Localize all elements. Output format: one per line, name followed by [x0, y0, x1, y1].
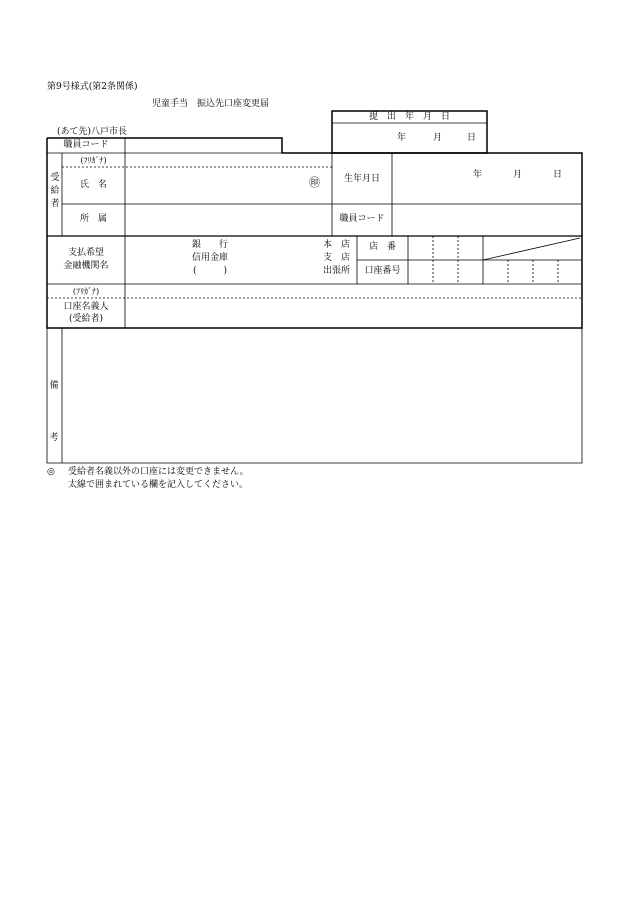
- affiliation-field[interactable]: [126, 205, 331, 235]
- branch-number-label: 店 番: [368, 242, 396, 252]
- birth-year-label: 年: [473, 170, 483, 180]
- recipient-furigana-label: (ﾌﾘｶﾞﾅ): [80, 156, 107, 165]
- staff-code-label: 職員コード: [63, 140, 109, 150]
- account-holder-furigana-field[interactable]: [126, 285, 581, 297]
- birth-month-label: 月: [513, 170, 523, 180]
- note-line1: 受給者名義以外の口座には変更できません。: [68, 467, 249, 477]
- account-holder-label-line1: 口座名義人: [63, 302, 109, 312]
- payment-label-line1: 支払希望: [67, 248, 104, 258]
- submission-year-label: 年: [397, 133, 407, 143]
- credit-union-option[interactable]: 信用金庫: [191, 253, 228, 263]
- recipient-name-field[interactable]: [126, 168, 306, 203]
- affiliation-label: 所 属: [79, 214, 107, 224]
- remarks-field[interactable]: [63, 329, 581, 462]
- seal-mark: ㊞: [309, 176, 320, 189]
- remarks-label: 備考: [49, 381, 59, 443]
- addressee: (あて先)八戸市長: [57, 127, 128, 137]
- birth-day-label: 日: [553, 170, 563, 180]
- note-mark: ◎: [47, 467, 55, 477]
- account-number-field[interactable]: [409, 261, 581, 283]
- account-number-label: 口座番号: [364, 266, 401, 276]
- sub-branch-option[interactable]: 出張所: [322, 266, 350, 276]
- branch-option[interactable]: 支 店: [322, 253, 350, 263]
- submission-month-label: 月: [433, 133, 443, 143]
- recipient-section-label: 受給者: [50, 173, 60, 209]
- birthdate-label: 生年月日: [343, 174, 380, 184]
- recipient-name-label: 氏 名: [79, 180, 107, 190]
- form-number: 第9号様式(第2条関係): [47, 82, 138, 92]
- note-line2: 太線で囲まれている欄を記入してください。: [68, 480, 249, 490]
- recipient-staff-code-field[interactable]: [393, 205, 581, 235]
- birthdate-field[interactable]: [393, 154, 581, 203]
- payment-label-line2: 金融機関名: [63, 261, 109, 271]
- staff-code-field[interactable]: [126, 139, 281, 152]
- account-holder-furigana-label: (ﾌﾘｶﾞﾅ): [72, 287, 100, 296]
- branch-number-field[interactable]: [409, 237, 482, 259]
- form-title: 児童手当 振込先口座変更届: [152, 99, 270, 109]
- head-office-option[interactable]: 本 店: [322, 240, 350, 250]
- submission-day-label: 日: [467, 133, 477, 143]
- recipient-staff-code-label: 職員コード: [339, 214, 385, 224]
- submission-date-header: 提 出 年 月 日: [368, 112, 450, 122]
- other-institution-option[interactable]: ( ): [192, 266, 228, 276]
- account-holder-name-field[interactable]: [126, 299, 581, 327]
- account-holder-label-line2: (受給者): [68, 314, 104, 324]
- bank-option[interactable]: 銀 行: [191, 240, 228, 250]
- recipient-furigana-field[interactable]: [126, 154, 331, 166]
